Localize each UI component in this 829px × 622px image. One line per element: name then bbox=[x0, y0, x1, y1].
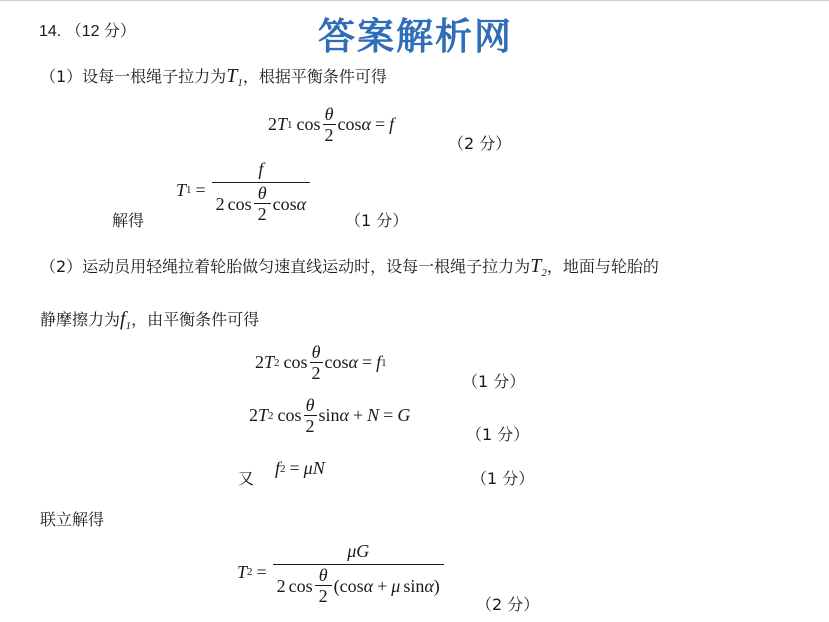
symbol-t1: $T_1$ bbox=[226, 65, 243, 89]
equation-5-points: （1 分） bbox=[471, 469, 535, 488]
equation-1: 2 T 1 cos $\frac{\theta}{2}$ cos α = f bbox=[268, 104, 395, 145]
equation-6: T 2 = μG 2 cos $\frac{\theta}{2}$ (cos α + μ sin α ) bbox=[237, 538, 446, 606]
part2-line2-prefix: 静摩擦力为 bbox=[40, 310, 121, 329]
equation-2: T 1 = f 2 cos $\frac{\theta}{2}$ cos α bbox=[176, 156, 312, 224]
equation-4-points: （1 分） bbox=[466, 425, 530, 444]
solve-label: 解得 bbox=[112, 211, 145, 230]
equation-4: 2 T 2 cos $\frac{\theta}{2}$ sin α + N = G bbox=[249, 395, 411, 436]
symbol-f1: $f_1$ bbox=[120, 308, 132, 332]
equation-6-points: （2 分） bbox=[476, 595, 540, 614]
equation-1-points: （2 分） bbox=[448, 134, 512, 153]
top-border bbox=[0, 0, 829, 1]
combine-label: 联立解得 bbox=[40, 510, 105, 529]
part1-intro bbox=[40, 64, 387, 89]
part2-intro-prefix: （2）运动员用轻绳拉着轮胎做匀速直线运动时，设每一根绳子拉力为 bbox=[40, 257, 531, 276]
part1-intro-suffix: ，根据平衡条件可得 bbox=[242, 67, 387, 86]
symbol-t2: $T_2$ bbox=[530, 255, 547, 279]
equation-2-points: （1 分） bbox=[345, 211, 409, 230]
equation-5: f 2 = μN bbox=[275, 458, 325, 478]
part2-line2 bbox=[40, 307, 259, 332]
equation-3-points: （1 分） bbox=[462, 372, 526, 391]
part2-intro-suffix: ，地面与轮胎的 bbox=[546, 257, 659, 276]
equation-3: 2 T 2 cos $\frac{\theta}{2}$ cos α = f 1 bbox=[255, 342, 387, 383]
also-label: 又 bbox=[238, 469, 255, 488]
part2-line2-suffix: ，由平衡条件可得 bbox=[131, 310, 260, 329]
part1-intro-prefix: （1）设每一根绳子拉力为 bbox=[40, 67, 227, 86]
watermark-logo: 答案解析网 bbox=[318, 14, 513, 58]
question-number: 14. （12 分） bbox=[39, 23, 136, 40]
part2-intro bbox=[40, 254, 659, 279]
